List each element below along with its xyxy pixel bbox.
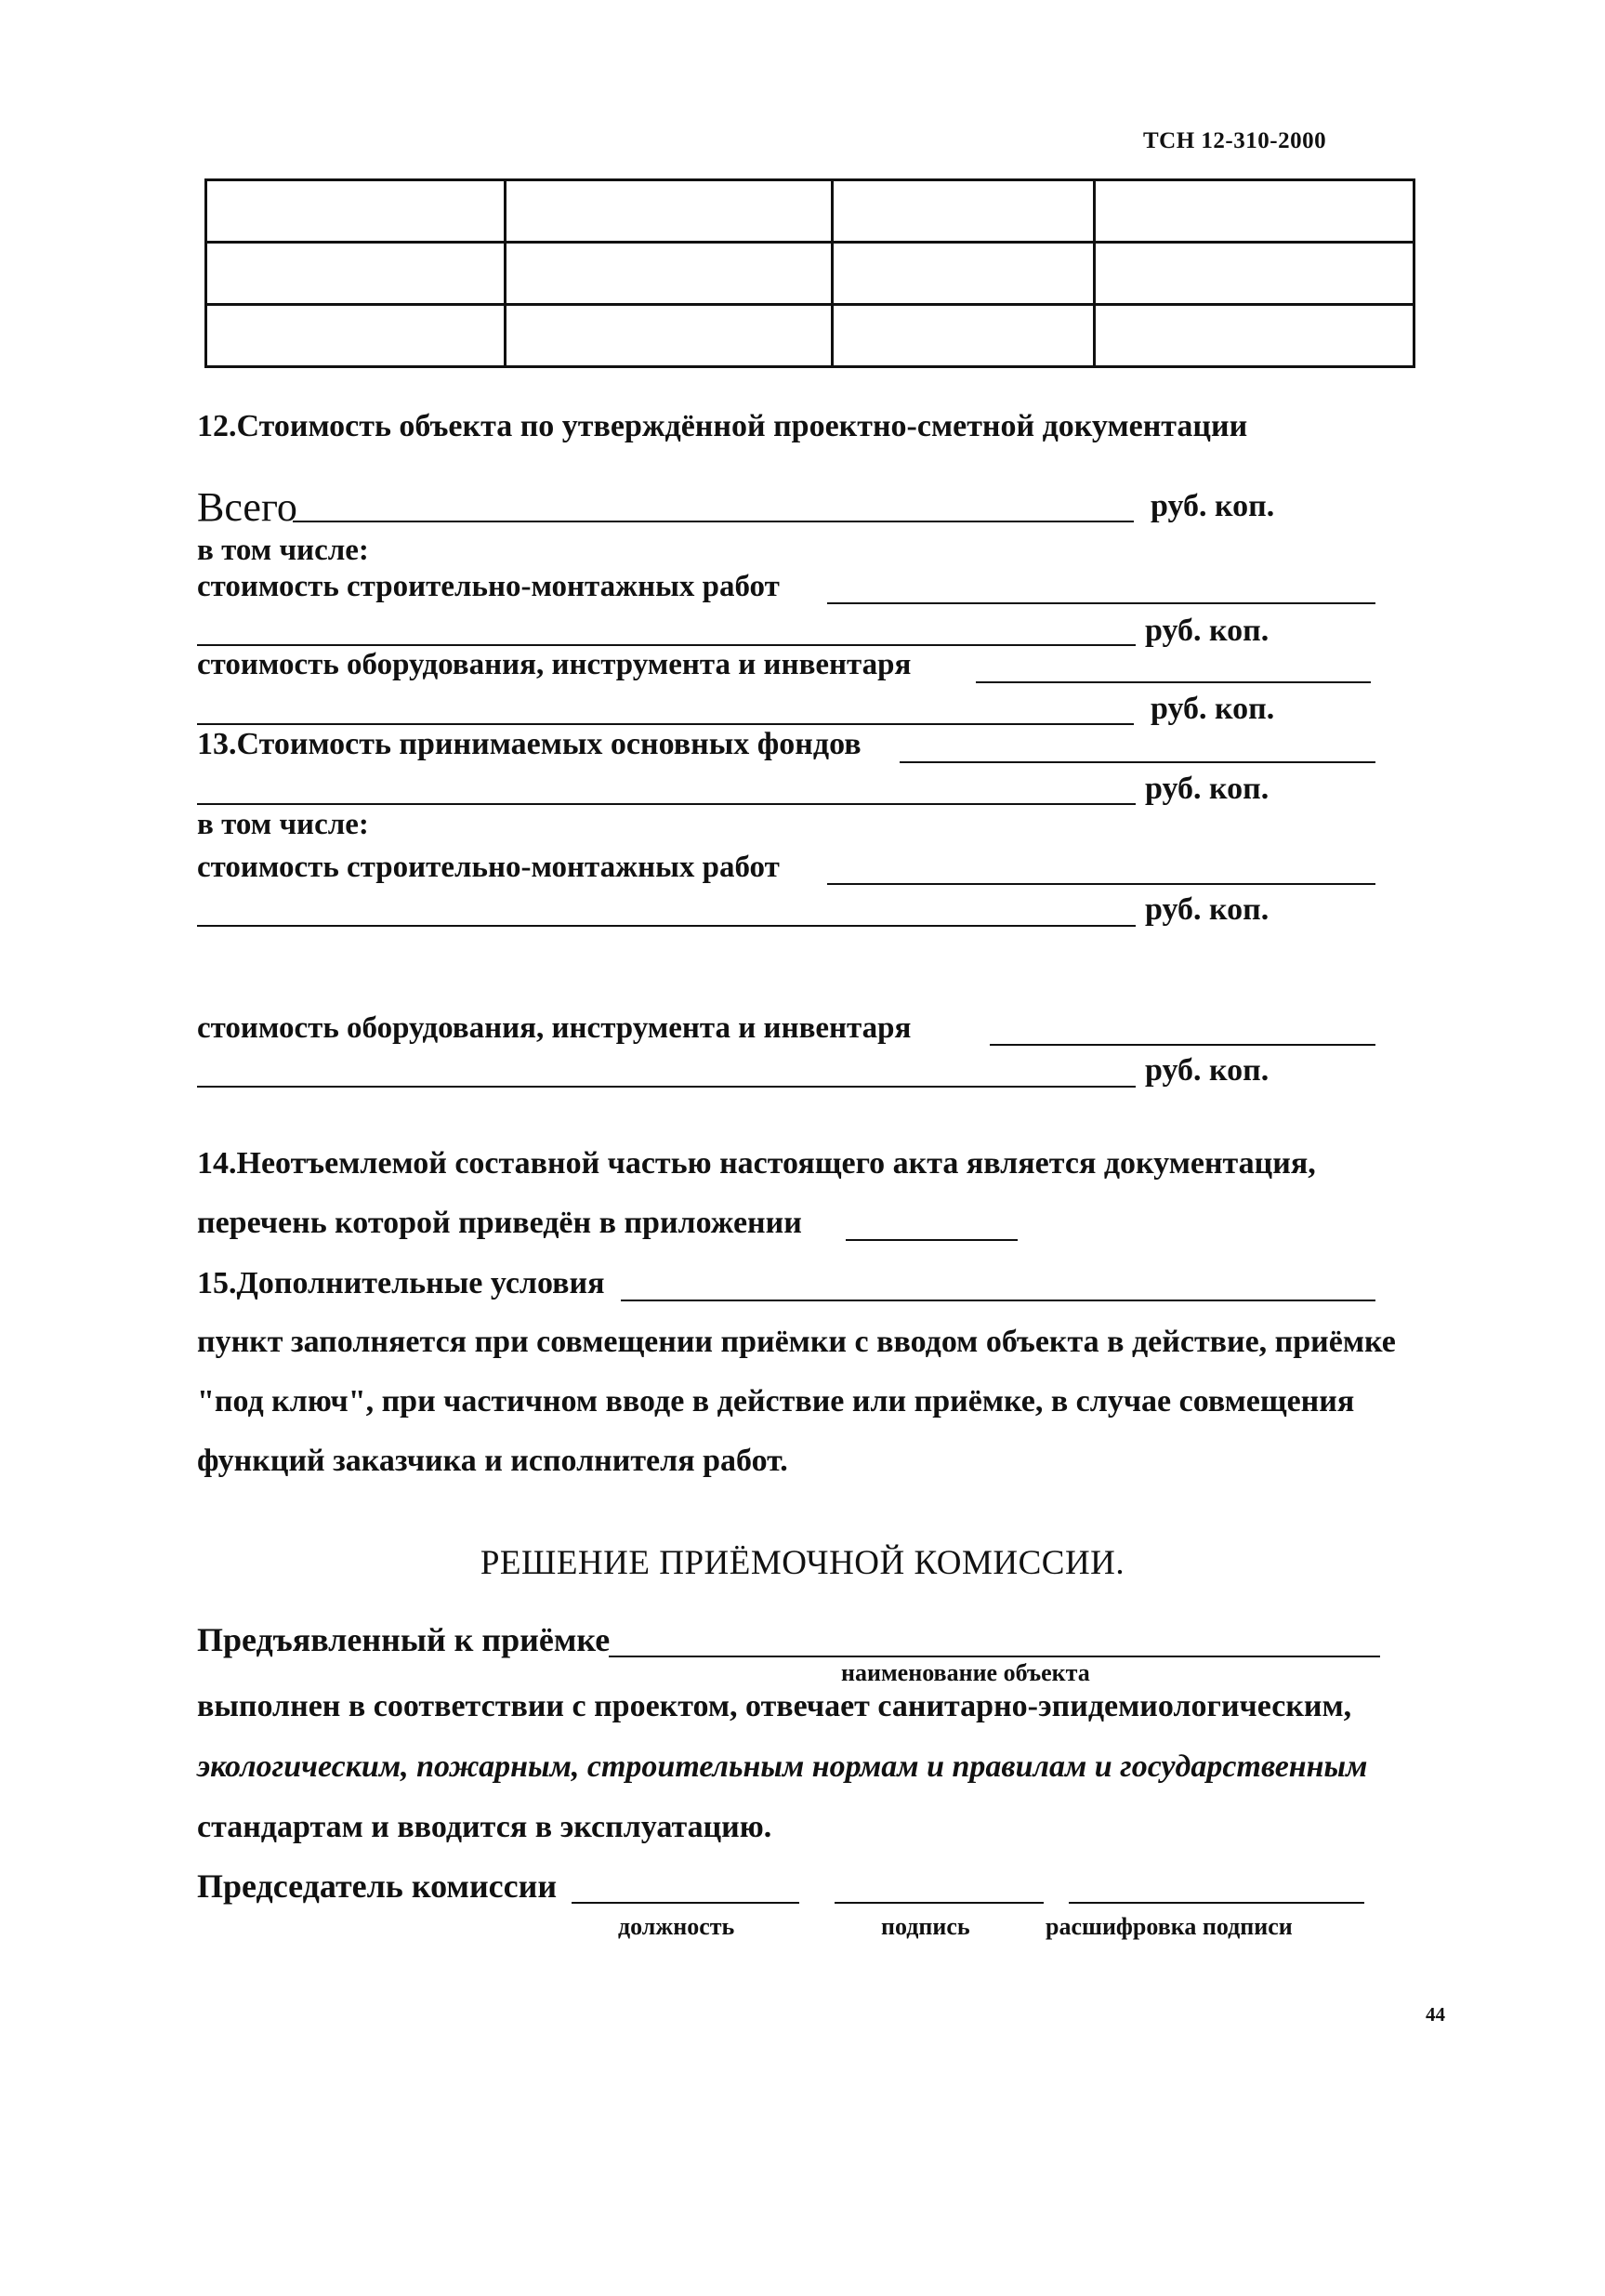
table-cell[interactable] [506, 243, 833, 305]
additional-conditions-field[interactable] [621, 1300, 1375, 1301]
s13-construction-currency: руб. коп. [1145, 892, 1270, 927]
s13-equipment-field-2[interactable] [197, 1086, 1136, 1088]
table-cell[interactable] [206, 305, 506, 367]
s15-note-line-3: функций заказчика и исполнителя работ. [197, 1444, 788, 1478]
s13-total-field-2[interactable] [197, 803, 1136, 805]
document-code: ТСН 12-310-2000 [1143, 128, 1327, 153]
table-cell[interactable] [833, 243, 1095, 305]
total-currency: руб. коп. [1151, 489, 1275, 523]
s12-equipment-label: стоимость оборудования, инструмента и инвентаря [197, 648, 912, 681]
s13-equipment-currency: руб. коп. [1145, 1053, 1270, 1088]
decision-body-line-2: экологическим, пожарным, строительным нормам и правилам и государственным [197, 1749, 1368, 1784]
object-name-field[interactable] [609, 1656, 1380, 1657]
s13-construction-field-2[interactable] [197, 925, 1136, 927]
table-cell[interactable] [1095, 243, 1414, 305]
table-cell[interactable] [206, 180, 506, 243]
presented-label: Предъявленный к приёмке [197, 1621, 611, 1658]
section-13-title: 13.Стоимость принимаемых основных фондов [197, 727, 862, 761]
table-row [206, 180, 1414, 243]
table-cell[interactable] [1095, 305, 1414, 367]
chairman-label: Председатель комиссии [197, 1867, 558, 1905]
section-12-title: 12.Стоимость объекта по утверждённой проектно-сметной документации [197, 409, 1248, 443]
table-cell[interactable] [833, 180, 1095, 243]
table-cell[interactable] [1095, 180, 1414, 243]
s13-total-currency: руб. коп. [1145, 772, 1270, 806]
decision-body-line-1: выполнен в соответствии с проектом, отвечает санитарно-эпидемиологическим, [197, 1689, 1352, 1723]
s13-total-field[interactable] [900, 761, 1375, 763]
s15-note-line-2: "под ключ", при частичном вводе в действие или приёмке, в случае совмещения [197, 1384, 1355, 1419]
chairman-position-field[interactable] [572, 1902, 799, 1904]
s12-construction-label: стоимость строительно-монтажных работ [197, 570, 780, 603]
table-cell[interactable] [506, 305, 833, 367]
table-cell[interactable] [833, 305, 1095, 367]
total-field[interactable] [293, 521, 1134, 522]
s12-construction-field[interactable] [827, 602, 1375, 604]
section-14-line-1: 14.Неотъемлемой составной частью настоящего акта является документация, [197, 1146, 1316, 1181]
s13-equipment-label: стоимость оборудования, инструмента и инвентаря [197, 1011, 912, 1045]
chairman-decoding-field[interactable] [1069, 1902, 1364, 1904]
s12-including-label: в том числе: [197, 534, 369, 567]
table-row [206, 243, 1414, 305]
s13-construction-field[interactable] [827, 883, 1375, 885]
object-name-caption: наименование объекта [841, 1659, 1090, 1686]
data-table [204, 178, 1415, 368]
section-14-line-2: перечень которой приведён в приложении [197, 1206, 802, 1240]
page-number: 44 [1426, 2003, 1445, 2025]
s13-including-label: в том числе: [197, 808, 369, 841]
table-row [206, 305, 1414, 367]
s13-equipment-field[interactable] [990, 1044, 1375, 1046]
section-15-label: 15.Дополнительные условия [197, 1266, 605, 1300]
table-cell[interactable] [206, 243, 506, 305]
s12-construction-currency: руб. коп. [1145, 614, 1270, 648]
table-cell[interactable] [506, 180, 833, 243]
s13-construction-label: стоимость строительно-монтажных работ [197, 851, 780, 884]
decision-body-line-3: стандартам и вводится в эксплуатацию. [197, 1810, 772, 1844]
decision-heading: РЕШЕНИЕ ПРИЁМОЧНОЙ КОМИССИИ. [480, 1544, 1125, 1582]
signature-caption: подпись [881, 1913, 970, 1940]
s12-construction-field-2[interactable] [197, 644, 1136, 646]
chairman-signature-field[interactable] [835, 1902, 1044, 1904]
total-label: Всего [197, 484, 297, 530]
s15-note-line-1: пункт заполняется при совмещении приёмки с вводом объекта в действие, приёмке [197, 1325, 1396, 1359]
s12-equipment-field-2[interactable] [197, 723, 1134, 725]
s12-equipment-field[interactable] [976, 681, 1371, 683]
s12-equipment-currency: руб. коп. [1151, 692, 1275, 726]
appendix-field[interactable] [846, 1239, 1018, 1241]
decoding-caption: расшифровка подписи [1046, 1913, 1293, 1940]
position-caption: должность [618, 1913, 735, 1940]
